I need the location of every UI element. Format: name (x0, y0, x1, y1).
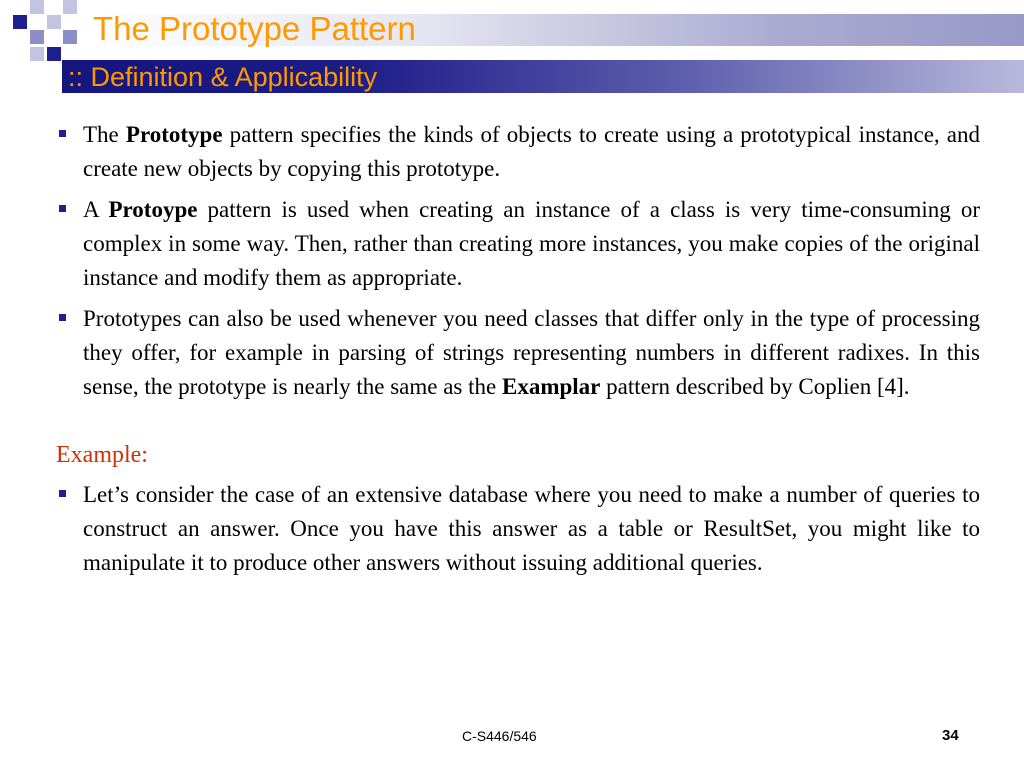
bullet-text-bold: Prototype (125, 122, 223, 147)
slide-body (56, 118, 980, 587)
bullet-item (56, 118, 980, 186)
square-bullet-icon (59, 490, 66, 497)
decor-square (30, 30, 44, 44)
bullet-text-end: pattern described by Coplien [4]. (600, 374, 910, 399)
decor-square (63, 30, 77, 44)
footer-course-code: C-S446/546 (462, 728, 537, 744)
bullet-text-end: pattern is used when creating an instance of a class is very time-consuming or complex in some way. Then, rather than creating more instances, you make copies of the original instance and modify them as appropriate. (83, 197, 980, 290)
example-heading: Example: (56, 442, 148, 468)
slide-subtitle: :: Definition & Applicability (68, 62, 378, 92)
example-bullet-list (56, 478, 980, 580)
footer-page-number: 34 (942, 727, 959, 744)
decor-square (63, 0, 77, 14)
square-bullet-icon (59, 130, 66, 137)
bullet-text-start: The (83, 122, 126, 147)
bullet-text-start: A (83, 197, 109, 222)
decor-square (30, 0, 44, 14)
bullet-item (56, 193, 980, 295)
square-bullet-icon (59, 314, 66, 321)
bullet-text-bold: Protoype (108, 197, 198, 222)
decor-square (30, 47, 44, 61)
decor-square (47, 47, 61, 61)
decor-square (47, 15, 61, 29)
bullet-text-end: pattern specifies the kinds of objects to create using a prototypical instance, and create new objects by copying this prototype. (83, 122, 981, 181)
definition-bullet-list (56, 118, 980, 404)
bullet-text-bold: Examplar (502, 374, 601, 399)
square-bullet-icon (59, 205, 66, 212)
bullet-text-start: Prototypes can also be used whenever you need classes that differ only in the type of processing they offer, for example in parsing of strings representing numbers in different radixes. In this sense, the prototype is nearly the same as the (83, 306, 980, 399)
slide-title: The Prototype Pattern (93, 10, 416, 47)
bullet-text: Let’s consider the case of an extensive database where you need to make a number of queries to construct an answer. Once you have this answer as a table or ResultSet, you might like to manipulate it to produce other answers without issuing additional queries. (83, 482, 980, 575)
decor-square (13, 15, 27, 29)
bullet-item (56, 478, 980, 580)
bullet-item (56, 302, 980, 404)
